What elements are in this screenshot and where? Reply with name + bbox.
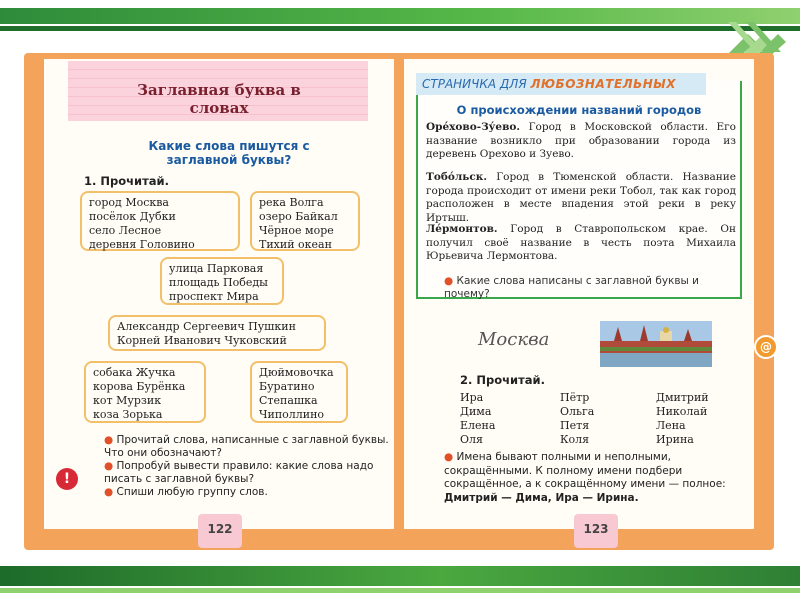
word-line: Буратино (259, 380, 315, 393)
city-text: Город в Ставропольском крае. Он получил своё название в честь поэта Михаила Юрьевича Лермонтова. (426, 223, 736, 262)
bullet-icon: ● (444, 275, 457, 287)
word-box-characters (250, 361, 348, 423)
name-item: Оля (460, 433, 483, 446)
word-line: Корней Иванович Чуковский (117, 334, 287, 347)
bullet-icon: ● (104, 460, 117, 472)
name-item: Николай (656, 405, 708, 418)
bullet-icon: ● (104, 486, 117, 498)
page-number-right: 123 (574, 514, 618, 548)
lesson-question: Какие слова пишутся с заглавной буквы? (148, 139, 310, 167)
word-line: коза Зорька (93, 408, 163, 421)
word-line: Степашка (259, 394, 318, 407)
word-line: кот Мурзик (93, 394, 162, 407)
word-line: улица Парковая (169, 262, 264, 275)
bullet-icon: ● (104, 434, 117, 446)
cursive-moskva: Москва (478, 329, 550, 350)
name-item: Дмитрий (656, 391, 709, 404)
name-item: Дима (460, 405, 492, 418)
word-line: село Лесное (89, 224, 162, 237)
word-line: собака Жучка (93, 366, 176, 379)
names-note: ● Имена бывают полными и неполными, сокращёнными. К полному имени подбери сокращённое, а к сокращённому имени — полное: Дмитрий — Дима, Ира — Ирина. (444, 451, 726, 504)
word-box-people (108, 315, 326, 351)
city-entry (426, 223, 736, 264)
bottom-decor-band (0, 566, 800, 586)
bottom-decor-stripe (0, 588, 800, 593)
name-item: Коля (560, 433, 590, 446)
word-line: деревня Головино (89, 238, 195, 251)
word-box-places (80, 191, 240, 251)
word-line: Тихий океан (259, 238, 332, 251)
kremlin-photo (600, 321, 712, 367)
name-item: Ирина (656, 433, 694, 446)
word-line: площадь Победы (169, 276, 268, 289)
instruction-3: ● Спиши любую группу слов. (104, 486, 268, 498)
city-entry (426, 121, 736, 162)
word-line: проспект Мира (169, 290, 259, 303)
name-item: Петя (560, 419, 590, 432)
city-text: Город в Московской области. Его название возникло при образовании города из деревень Орехово и Зуево. (426, 121, 736, 160)
city-name: Ле́рмонтов. (426, 223, 498, 235)
attention-icon: ! (56, 468, 78, 490)
name-item: Ира (460, 391, 484, 404)
at-icon: @ (754, 335, 778, 359)
instruction-1: ● Прочитай слова, написанные с заглавной буквы. Что они обозначают? (104, 434, 389, 459)
word-line: Чиполлино (259, 408, 325, 421)
left-page (44, 59, 394, 536)
word-box-streets (160, 257, 284, 305)
name-item: Елена (460, 419, 496, 432)
name-item: Пётр (560, 391, 590, 404)
names-example: Дмитрий — Дима, Ира — Ирина. (444, 491, 639, 504)
task-1-label: 1. Прочитай. (84, 174, 169, 188)
page-number-left: 122 (198, 514, 242, 548)
word-box-water (250, 191, 360, 251)
textbook-spread (24, 53, 774, 550)
banner-prefix: СТРАНИЧКА ДЛЯ (422, 77, 527, 91)
name-item: Ольга (560, 405, 595, 418)
word-line: посёлок Дубки (89, 210, 176, 223)
banner-word: ЛЮБОЗНАТЕЛЬНЫХ (530, 77, 676, 91)
word-line: река Волга (259, 196, 324, 209)
curious-banner (416, 73, 706, 95)
word-line: Александр Сергеевич Пушкин (117, 320, 296, 333)
origin-title: О происхождении названий городов (456, 103, 702, 117)
curious-question: ● Какие слова написаны с заглавной буквы и почему? (444, 275, 700, 300)
word-line: город Москва (89, 196, 169, 209)
word-line: Дюймовочка (259, 366, 334, 379)
name-item: Лена (656, 419, 686, 432)
city-entry (426, 171, 736, 225)
top-decor-band (0, 8, 800, 24)
city-text: Город в Тюменской области. Название города происходит от имени реки Тобол, так как город расположен в месте впадения этой реки в реку Иртыш. (426, 171, 736, 224)
word-box-animals (84, 361, 206, 423)
city-name: Оре́хово-Зу́ево. (426, 121, 521, 133)
city-name: Тобо́льск. (426, 171, 487, 183)
right-page (404, 59, 772, 536)
task-2-label: 2. Прочитай. (460, 373, 545, 387)
instruction-2: ● Попробуй вывести правило: какие слова надо писать с заглавной буквы? (104, 460, 374, 485)
word-line: озеро Байкал (259, 210, 338, 223)
bullet-icon: ● (444, 451, 457, 463)
top-decor-stripe (0, 26, 800, 31)
lesson-title: Заглавная буква в словах (137, 81, 301, 117)
word-line: корова Бурёнка (93, 380, 186, 393)
word-line: Чёрное море (259, 224, 334, 237)
